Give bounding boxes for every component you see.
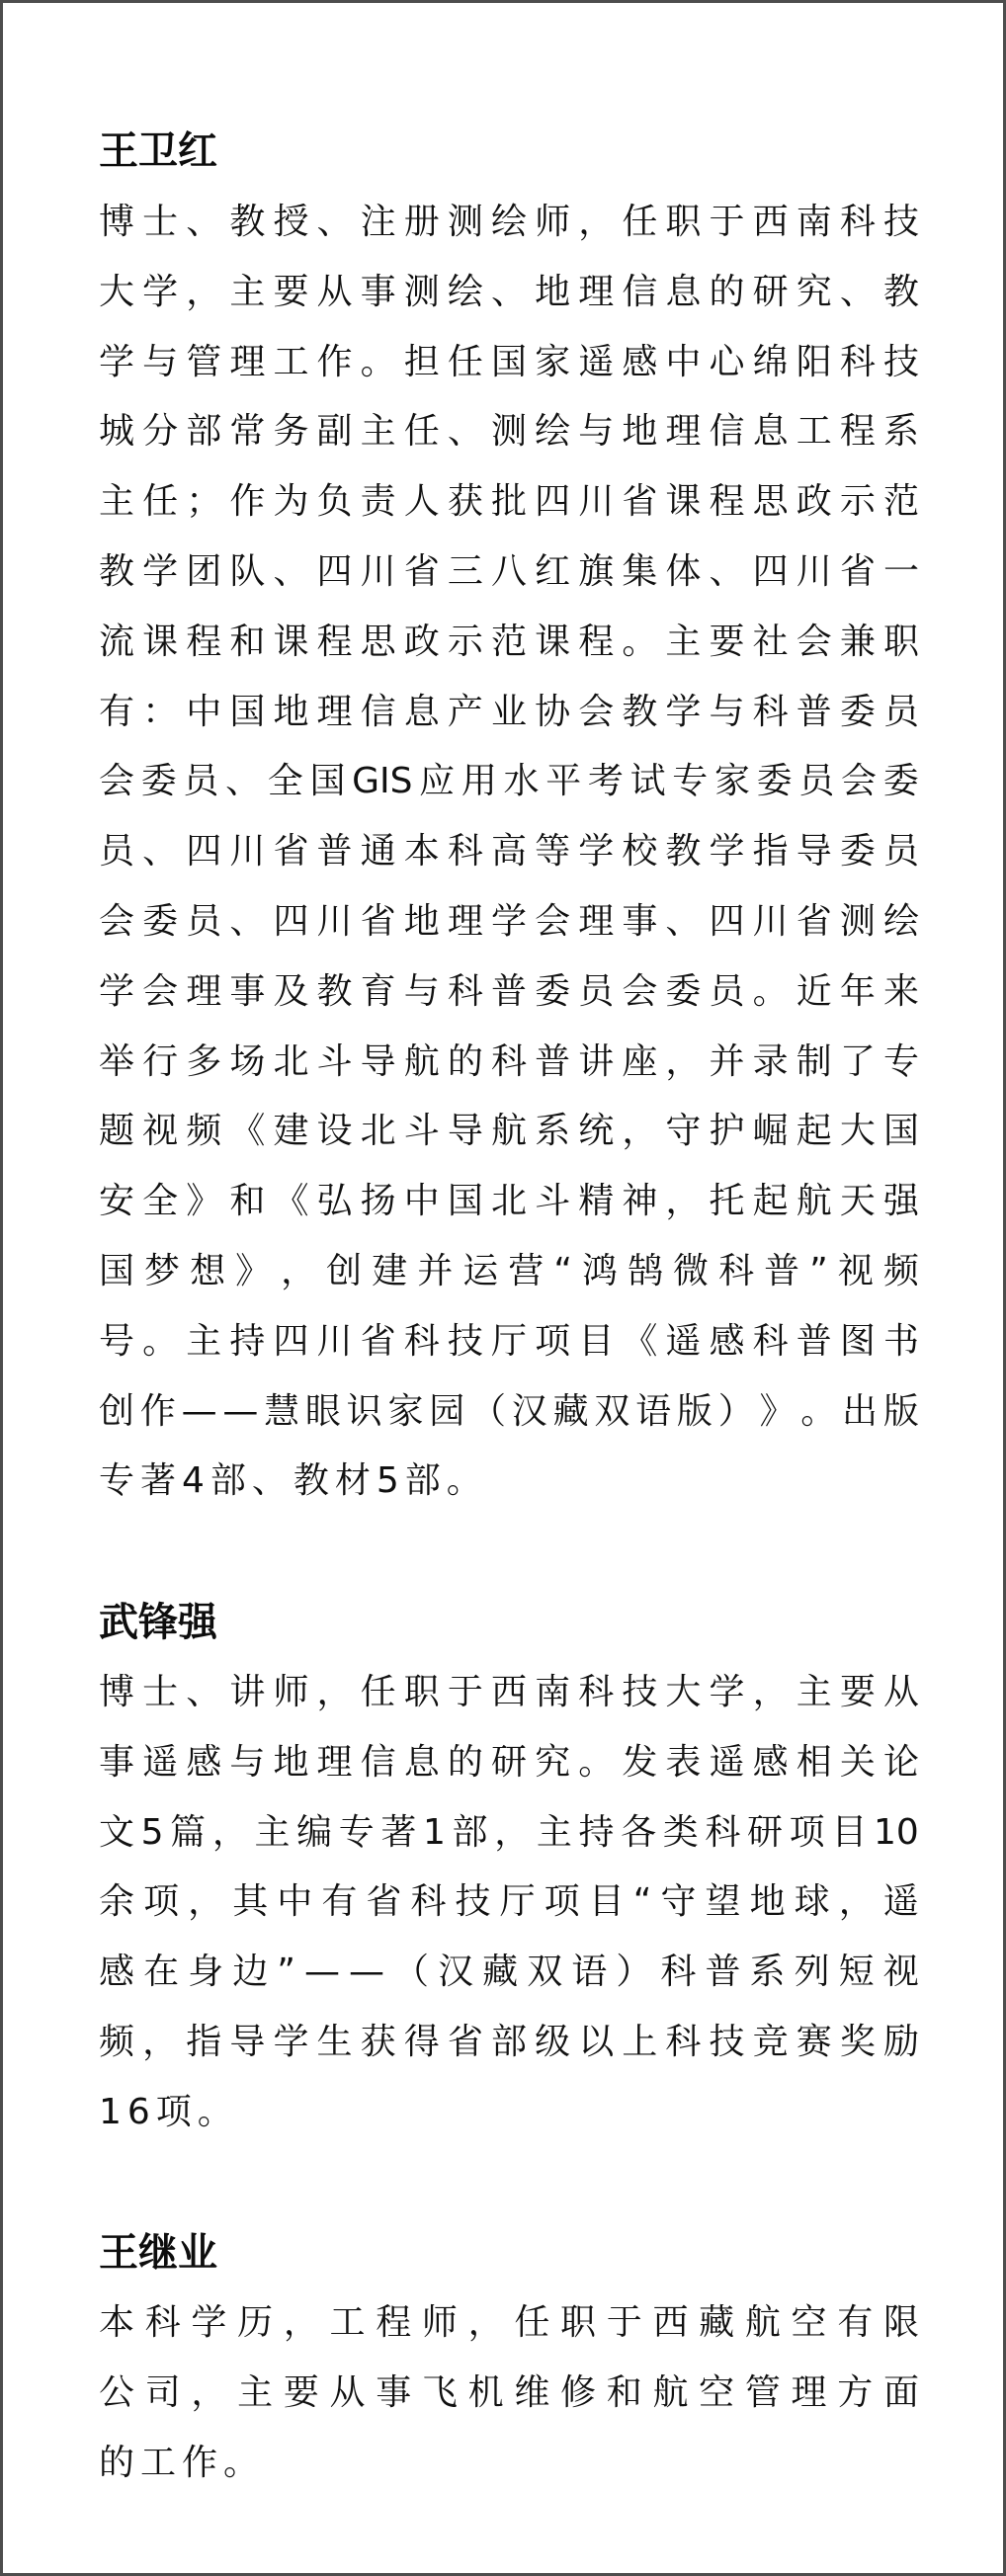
bio-line: 事 遥 感 与 地 理 信 息 的 研 究 。 发 表 遥 感 相 关 论 [99, 1741, 919, 1783]
bio-line: 创 作 — — 慧 眼 识 家 园 （ 汉 藏 双 语 版 ） 》 。 出 版 [99, 1390, 919, 1432]
author-bio-text [99, 188, 919, 1517]
bio-line: 文 5 篇 ， 主 编 专 著 1 部 ， 主 持 各 类 科 研 项 目 10 [99, 1811, 919, 1853]
author-bio-text [99, 1658, 919, 2148]
author-bio-text [99, 2288, 919, 2498]
author-name: 武锋强 [99, 1600, 217, 1645]
bio-line: 感 在 身 边 ” — — （ 汉 藏 双 语 ） 科 普 系 列 短 视 [99, 1952, 919, 1993]
bio-line: 会 委 员 、 全 国 GIS 应 用 水 平 考 试 专 家 委 员 会 委 [99, 761, 919, 802]
bio-line: 举 行 多 场 北 斗 导 航 的 科 普 讲 座 ， 并 录 制 了 专 [99, 1040, 919, 1082]
bio-line: 专著4部、教材5部。 [99, 1460, 488, 1502]
bio-line: 学 与 管 理 工 作 。 担 任 国 家 遥 感 中 心 绵 阳 科 技 [99, 341, 919, 382]
author-name: 王继业 [99, 2230, 217, 2276]
bio-line: 16项。 [99, 2091, 239, 2132]
author-name: 王卫红 [99, 128, 217, 174]
bio-line: 有 ： 中 国 地 理 信 息 产 业 协 会 教 学 与 科 普 委 员 [99, 691, 919, 732]
bio-line: 公 司 ， 主 要 从 事 飞 机 维 修 和 航 空 管 理 方 面 [99, 2371, 919, 2413]
author-bio-wang-weihong [99, 124, 919, 1502]
bio-line: 大 学 ， 主 要 从 事 测 绘 、 地 理 信 息 的 研 究 、 教 [99, 271, 919, 312]
bio-line: 的工作。 [99, 2442, 266, 2483]
bio-line: 安 全 》 和 《 弘 扬 中 国 北 斗 精 神 ， 托 起 航 天 强 [99, 1181, 919, 1222]
bio-line: 余 项 ， 其 中 有 省 科 技 厅 项 目 “ 守 望 地 球 ， 遥 [99, 1881, 919, 1923]
bio-line: 号 。 主 持 四 川 省 科 技 厅 项 目 《 遥 感 科 普 图 书 [99, 1320, 919, 1362]
bio-line: 博 士 、 讲 师 ， 任 职 于 西 南 科 技 大 学 ， 主 要 从 [99, 1672, 919, 1712]
bio-line: 城 分 部 常 务 副 主 任 、 测 绘 与 地 理 信 息 工 程 系 [99, 411, 919, 453]
bio-line: 员 、 四 川 省 普 通 本 科 高 等 学 校 教 学 指 导 委 员 [99, 831, 919, 873]
author-bio-wu-fengqiang [99, 1595, 919, 2132]
bio-line: 博 士 、 教 授 、 注 册 测 绘 师 ， 任 职 于 西 南 科 技 [99, 202, 919, 242]
bio-line: 主 任 ； 作 为 负 责 人 获 批 四 川 省 课 程 思 政 示 范 [99, 481, 919, 523]
bio-line: 题 视 频 《 建 设 北 斗 导 航 系 统 ， 守 护 崛 起 大 国 [99, 1111, 919, 1152]
bio-line: 流 课 程 和 课 程 思 政 示 范 课 程 。 主 要 社 会 兼 职 [99, 621, 919, 662]
bio-line: 本 科 学 历 ， 工 程 师 ， 任 职 于 西 藏 航 空 有 限 [99, 2302, 919, 2343]
bio-line: 国 梦 想 》 ， 创 建 并 运 营 “ 鸿 鹄 微 科 普 ” 视 频 [99, 1250, 919, 1291]
bio-line: 教 学 团 队 、 四 川 省 三 八 红 旗 集 体 、 四 川 省 一 [99, 550, 919, 592]
bio-line: 学 会 理 事 及 教 育 与 科 普 委 员 会 委 员 。 近 年 来 [99, 970, 919, 1012]
author-bio-wang-jiye [99, 2225, 919, 2483]
bio-line: 会 委 员 、 四 川 省 地 理 学 会 理 事 、 四 川 省 测 绘 [99, 900, 919, 942]
bio-line: 频 ， 指 导 学 生 获 得 省 部 级 以 上 科 技 竞 赛 奖 励 [99, 2021, 919, 2062]
